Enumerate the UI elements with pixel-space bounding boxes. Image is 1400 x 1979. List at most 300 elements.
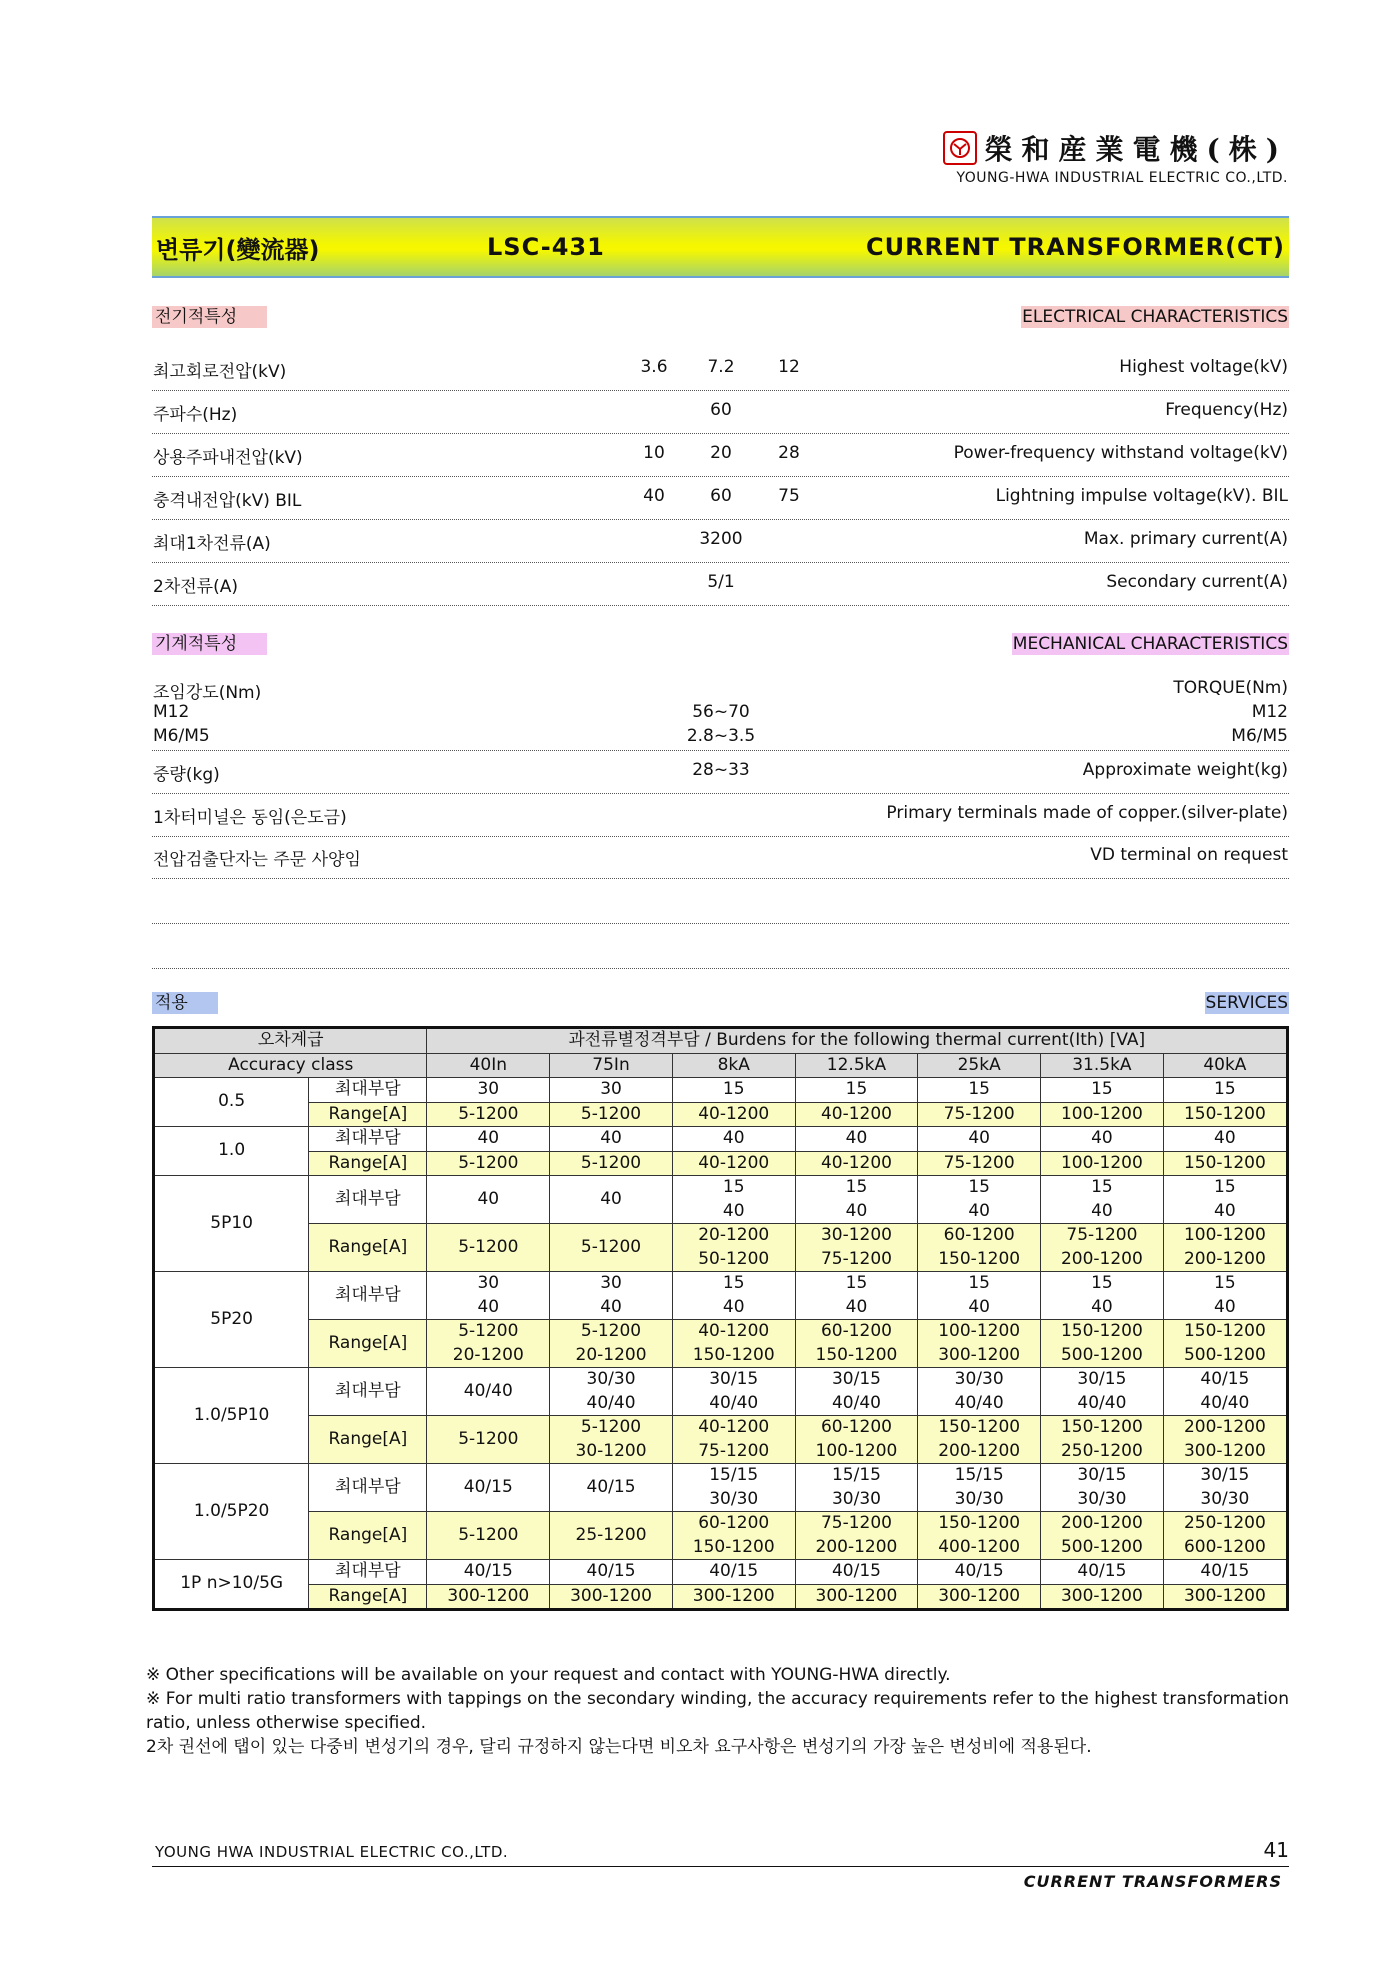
burden-value-cell (427, 1272, 550, 1320)
range-value-cell: 300-1200 (672, 1584, 795, 1610)
burden-value-cell (918, 1176, 1041, 1224)
burden-value-cell (427, 1464, 550, 1512)
cell-line: 15 (1091, 1273, 1113, 1293)
company-logo-block (943, 128, 1289, 186)
cell-line: 40-1200 (698, 1321, 770, 1341)
burden-value-cell: 40/15 (918, 1560, 1041, 1585)
accuracy-class-header-english: Accuracy class (154, 1053, 427, 1078)
cell-line: 5-1200 (580, 1236, 642, 1257)
thermal-current-column-header: 8kA (672, 1053, 795, 1078)
accuracy-class-cell: 1.0/5P10 (154, 1368, 309, 1464)
range-value-cell (1163, 1224, 1287, 1272)
burden-value-cell (1163, 1176, 1287, 1224)
cell-line: 200-1200 (815, 1536, 898, 1557)
cell-line: 40 (1214, 1296, 1236, 1317)
cell-line: 150-1200 (692, 1344, 775, 1365)
range-value-cell (672, 1320, 795, 1368)
spec-label-english: Highest voltage(kV) (1119, 357, 1288, 377)
burden-label: 최대부담 (309, 1464, 427, 1512)
cell-line: 40 (845, 1200, 868, 1221)
spec-label-english: Max. primary current(A) (1083, 529, 1288, 549)
cell-line: 400-1200 (938, 1536, 1021, 1557)
burden-value-cell (1041, 1272, 1164, 1320)
burden-label: 최대부담 (309, 1127, 427, 1152)
burden-value-cell: 15 (918, 1078, 1041, 1103)
burden-value-cell (1041, 1464, 1164, 1512)
burden-value-cell (795, 1464, 918, 1512)
burden-value-cell (918, 1272, 1041, 1320)
cell-line: 15 (1091, 1177, 1113, 1197)
range-value-cell (672, 1512, 795, 1560)
cell-line: 30/30 (954, 1369, 1004, 1389)
range-label: Range[A] (309, 1512, 427, 1560)
company-name-english: YOUNG-HWA INDUSTRIAL ELECTRIC CO.,LTD. (956, 170, 1288, 186)
spec-label-korean: 중량(kg) (153, 765, 220, 785)
cell-line: 5-1200 (580, 1321, 642, 1341)
range-value-cell (1041, 1416, 1164, 1464)
cell-line: 15 (722, 1273, 745, 1293)
cell-line: 75-1200 (820, 1248, 892, 1269)
burden-value-cell: 30 (427, 1078, 550, 1103)
cell-line: 30/15 (709, 1369, 759, 1389)
range-value-cell: 75-1200 (918, 1151, 1041, 1176)
cell-line: 30-1200 (820, 1225, 892, 1245)
cell-line: 15/15 (954, 1465, 1004, 1485)
burden-value-cell: 40 (795, 1127, 918, 1152)
spec-row-secondary-current (152, 572, 1289, 606)
cell-line: 300-1200 (938, 1344, 1021, 1365)
cell-line: 40/40 (709, 1392, 759, 1413)
burden-value-cell (1041, 1176, 1164, 1224)
burden-value-cell (1041, 1368, 1164, 1416)
cell-line: 5-1200 (458, 1236, 519, 1257)
range-value-cell: 100-1200 (1041, 1151, 1164, 1176)
cell-line: 40 (600, 1188, 622, 1209)
range-value-cell: 5-1200 (427, 1151, 550, 1176)
table-row-burden (154, 1272, 1288, 1320)
cell-line: 5-1200 (458, 1524, 519, 1545)
spec-value: 60 (710, 486, 732, 506)
spec-label-korean: 주파수(Hz) (153, 405, 238, 425)
range-label: Range[A] (309, 1320, 427, 1368)
cell-line: 15 (1214, 1177, 1236, 1197)
burden-value-cell: 40 (1163, 1127, 1287, 1152)
burden-value-cell: 40 (1041, 1127, 1164, 1152)
cell-line: 60-1200 (698, 1513, 770, 1533)
burden-value-cell: 15 (795, 1078, 918, 1103)
range-value-cell (918, 1320, 1041, 1368)
mechanical-section-header (152, 633, 1289, 657)
range-value-cell (1163, 1320, 1287, 1368)
burden-value-cell: 15 (1041, 1078, 1164, 1103)
cell-line: 40 (1091, 1200, 1113, 1221)
cell-line: 40 (600, 1296, 622, 1317)
burden-label: 최대부담 (309, 1176, 427, 1224)
burden-value-cell: 40 (672, 1127, 795, 1152)
torque-bolt-label: M6/M5 (153, 726, 210, 746)
range-value-cell (550, 1512, 673, 1560)
section-title-english: SERVICES (1205, 993, 1288, 1013)
cell-line: 15/15 (709, 1465, 759, 1485)
accuracy-class-cell: 1.0/5P20 (154, 1464, 309, 1560)
burden-value-cell: 40 (427, 1127, 550, 1152)
thermal-current-column-header: 31.5kA (1041, 1053, 1164, 1078)
cell-line: 15 (845, 1273, 868, 1293)
range-value-cell (550, 1320, 673, 1368)
range-label: Range[A] (309, 1151, 427, 1176)
spec-value: 2.8~3.5 (686, 726, 756, 746)
cell-line: 40/40 (831, 1392, 881, 1413)
range-value-cell (795, 1224, 918, 1272)
burden-value-cell (427, 1176, 550, 1224)
spec-row-torque (152, 678, 1289, 751)
range-value-cell: 75-1200 (918, 1102, 1041, 1127)
page-number: 41 (1263, 1838, 1289, 1862)
spec-value: 3200 (699, 529, 743, 549)
spec-label-korean: 1차터미널은 동임(은도금) (153, 808, 347, 828)
cell-line: 200-1200 (1060, 1513, 1143, 1533)
cell-line: 60-1200 (943, 1225, 1015, 1245)
services-section-header (152, 992, 1289, 1016)
burden-value-cell (550, 1464, 673, 1512)
thermal-current-column-header: 25kA (918, 1053, 1041, 1078)
cell-line: 250-1200 (1183, 1513, 1266, 1533)
range-label: Range[A] (309, 1224, 427, 1272)
spec-value: 75 (778, 486, 800, 506)
spec-value: 56~70 (692, 702, 750, 722)
burden-value-cell (427, 1368, 550, 1416)
burden-value-cell (550, 1176, 673, 1224)
thermal-current-column-header: 75In (550, 1053, 673, 1078)
title-english: CURRENT TRANSFORMER(CT) (865, 233, 1285, 261)
range-value-cell: 300-1200 (427, 1584, 550, 1610)
spec-label-korean: 전압검출단자는 주문 사양임 (153, 850, 361, 870)
cell-line: 50-1200 (698, 1248, 770, 1269)
spec-row-highest-voltage (152, 357, 1289, 391)
spec-label-korean: 충격내전압(kV) BIL (153, 491, 302, 511)
cell-line: 30/30 (709, 1488, 759, 1509)
spec-row-frequency (152, 400, 1289, 434)
table-row-burden (154, 1127, 1288, 1152)
accuracy-class-cell: 1P n>10/5G (154, 1560, 309, 1610)
cell-line: 20-1200 (575, 1344, 647, 1365)
spec-row-vd-terminal (152, 845, 1289, 879)
burden-header: 과전류별정격부담 / Burdens for the following thermal current(Ith) [VA] (427, 1028, 1288, 1054)
cell-line: 150-1200 (815, 1344, 898, 1365)
title-korean: 변류기(變流器) (156, 235, 320, 264)
section-title-korean: 전기적특성 (152, 306, 267, 328)
spec-value: 28~33 (692, 760, 750, 780)
range-value-cell (672, 1416, 795, 1464)
range-label: Range[A] (309, 1584, 427, 1610)
cell-line: 150-1200 (1060, 1417, 1143, 1437)
cell-line: 60-1200 (820, 1417, 892, 1437)
cell-line: 40/40 (1077, 1392, 1127, 1413)
range-value-cell (795, 1320, 918, 1368)
range-value-cell: 5-1200 (427, 1102, 550, 1127)
spec-label-korean: 최고회로전압(kV) (153, 362, 287, 382)
cell-line: 40 (845, 1296, 868, 1317)
cell-line: 15 (845, 1177, 868, 1197)
burden-value-cell: 30 (550, 1078, 673, 1103)
range-value-cell (918, 1416, 1041, 1464)
burden-value-cell: 40/15 (427, 1560, 550, 1585)
cell-line: 40/15 (586, 1476, 636, 1497)
burden-value-cell: 15 (1163, 1078, 1287, 1103)
range-value-cell (1163, 1416, 1287, 1464)
cell-line: 150-1200 (938, 1417, 1021, 1437)
model-number: LSC-431 (487, 233, 605, 261)
note-line: 2차 권선에 탭이 있는 다중비 변성기의 경우, 달리 규정하지 않는다면 비오차 요구사항은 변성기의 가장 높은 변성비에 적용된다. (146, 1737, 1092, 1757)
electrical-section-header (152, 306, 1289, 330)
table-row-range (154, 1512, 1288, 1560)
accuracy-class-cell: 5P10 (154, 1176, 309, 1272)
cell-line: 25-1200 (575, 1524, 647, 1545)
burden-label: 최대부담 (309, 1560, 427, 1585)
range-value-cell (427, 1512, 550, 1560)
range-value-cell: 5-1200 (550, 1151, 673, 1176)
cell-line: 200-1200 (1183, 1248, 1266, 1269)
range-value-cell: 150-1200 (1163, 1151, 1287, 1176)
cell-line: 100-1200 (815, 1440, 898, 1461)
spec-value: 40 (643, 486, 665, 506)
range-value-cell (1041, 1224, 1164, 1272)
spec-label-english: Secondary current(A) (1106, 572, 1288, 592)
cell-line: 5-1200 (580, 1417, 642, 1437)
cell-line: 30/30 (1200, 1488, 1250, 1509)
range-value-cell (427, 1224, 550, 1272)
range-value-cell (795, 1416, 918, 1464)
spec-value: 3.6 (640, 357, 668, 377)
spec-row-terminal (152, 803, 1289, 837)
cell-line: 75-1200 (820, 1513, 892, 1533)
cell-line: 40 (477, 1296, 500, 1317)
cell-line: 30/15 (1077, 1369, 1127, 1389)
table-header-row (154, 1053, 1288, 1078)
cell-line: 15 (968, 1273, 990, 1293)
spec-row-impulse-voltage (152, 486, 1289, 520)
cell-line: 40-1200 (698, 1417, 770, 1437)
spec-row-empty (152, 935, 1289, 969)
cell-line: 40 (1214, 1200, 1236, 1221)
range-label: Range[A] (309, 1102, 427, 1127)
cell-line: 200-1200 (938, 1440, 1021, 1461)
services-table (152, 1026, 1289, 1611)
thermal-current-column-header: 40kA (1163, 1053, 1287, 1078)
table-row-range (154, 1320, 1288, 1368)
burden-value-cell (1163, 1464, 1287, 1512)
cell-line: 30/30 (831, 1488, 881, 1509)
section-title-korean: 적용 (152, 992, 218, 1014)
cell-line: 15 (968, 1177, 990, 1197)
company-logo-icon (943, 131, 977, 165)
accuracy-class-cell: 1.0 (154, 1127, 309, 1176)
range-value-cell: 40-1200 (672, 1151, 795, 1176)
burden-value-cell (672, 1176, 795, 1224)
spec-label-english: Lightning impulse voltage(kV). BIL (995, 486, 1288, 506)
range-value-cell: 300-1200 (1163, 1584, 1287, 1610)
spec-value: 60 (710, 400, 732, 420)
cell-line: 30/30 (954, 1488, 1004, 1509)
range-value-cell: 300-1200 (795, 1584, 918, 1610)
range-value-cell (550, 1416, 673, 1464)
range-label: Range[A] (309, 1416, 427, 1464)
burden-value-cell: 40/15 (672, 1560, 795, 1585)
spec-value: 12 (778, 357, 800, 377)
cell-line: 100-1200 (1183, 1225, 1266, 1245)
burden-value-cell (672, 1272, 795, 1320)
spec-label-english: VD terminal on request (1090, 845, 1288, 865)
burden-value-cell (795, 1368, 918, 1416)
cell-line: 30/30 (1077, 1488, 1127, 1509)
burden-value-cell (672, 1464, 795, 1512)
range-value-cell: 40-1200 (795, 1102, 918, 1127)
cell-line: 30/15 (1200, 1465, 1250, 1485)
cell-line: 200-1200 (1183, 1417, 1266, 1437)
cell-line: 40 (968, 1200, 990, 1221)
range-value-cell (672, 1224, 795, 1272)
burden-value-cell: 15 (672, 1078, 795, 1103)
range-value-cell: 40-1200 (672, 1102, 795, 1127)
range-value-cell (1041, 1512, 1164, 1560)
cell-line: 40/40 (463, 1380, 513, 1401)
torque-bolt-label: M12 (1251, 702, 1288, 722)
table-row-range (154, 1151, 1288, 1176)
cell-line: 40 (968, 1296, 990, 1317)
burden-value-cell: 40/15 (550, 1560, 673, 1585)
cell-line: 5-1200 (458, 1428, 519, 1449)
burden-value-cell (550, 1272, 673, 1320)
burden-value-cell (1163, 1368, 1287, 1416)
range-value-cell: 5-1200 (550, 1102, 673, 1127)
cell-line: 40 (722, 1296, 745, 1317)
spec-value: 10 (643, 443, 665, 463)
table-row-range (154, 1102, 1288, 1127)
cell-line: 150-1200 (938, 1513, 1021, 1533)
cell-line: 150-1200 (1183, 1321, 1266, 1341)
range-value-cell (427, 1416, 550, 1464)
range-value-cell (918, 1512, 1041, 1560)
cell-line: 150-1200 (1060, 1321, 1143, 1341)
burden-value-cell (918, 1464, 1041, 1512)
cell-line: 30/30 (586, 1369, 636, 1389)
cell-line: 40/40 (954, 1392, 1004, 1413)
cell-line: 20-1200 (698, 1225, 770, 1245)
spec-row-max-primary-current (152, 529, 1289, 563)
spec-label-korean: 조임강도(Nm) (153, 683, 262, 703)
company-name-hanja: 榮和産業電機(株) (984, 133, 1288, 166)
range-value-cell: 300-1200 (1041, 1584, 1164, 1610)
range-value-cell: 150-1200 (1163, 1102, 1287, 1127)
table-row-burden (154, 1368, 1288, 1416)
burden-label: 최대부담 (309, 1272, 427, 1320)
section-title-korean: 기계적특성 (152, 633, 267, 655)
spec-row-empty (152, 890, 1289, 924)
burden-value-cell (795, 1272, 918, 1320)
burden-value-cell (672, 1368, 795, 1416)
range-value-cell: 300-1200 (550, 1584, 673, 1610)
accuracy-class-header-korean: 오차계급 (154, 1028, 427, 1054)
cell-line: 40 (722, 1200, 745, 1221)
torque-bolt-label: M6/M5 (1231, 726, 1288, 746)
cell-line: 40/40 (1200, 1392, 1250, 1413)
cell-line: 250-1200 (1060, 1440, 1143, 1461)
footer-company: YOUNG HWA INDUSTRIAL ELECTRIC CO.,LTD. (155, 1843, 509, 1861)
cell-line: 30 (600, 1273, 622, 1293)
range-value-cell: 300-1200 (918, 1584, 1041, 1610)
burden-label: 최대부담 (309, 1368, 427, 1416)
cell-line: 15 (722, 1177, 745, 1197)
range-value-cell (427, 1320, 550, 1368)
cell-line: 40/15 (1200, 1369, 1250, 1389)
range-value-cell (1041, 1320, 1164, 1368)
range-value-cell: 100-1200 (1041, 1102, 1164, 1127)
note-line: ※ For multi ratio transformers with tappings on the secondary winding, the accuracy requirements refer to the highest transformation ratio, unless otherwise specified. (146, 1689, 1289, 1733)
table-row-burden (154, 1560, 1288, 1585)
cell-line: 75-1200 (1066, 1225, 1138, 1245)
footer-section-tag: CURRENT TRANSFORMERS (1023, 1872, 1282, 1891)
section-title-english: MECHANICAL CHARACTERISTICS (1012, 634, 1288, 654)
table-row-range (154, 1224, 1288, 1272)
cell-line: 600-1200 (1183, 1536, 1266, 1557)
accuracy-class-cell: 0.5 (154, 1078, 309, 1127)
burden-value-cell: 40/15 (1163, 1560, 1287, 1585)
cell-line: 300-1200 (1183, 1440, 1266, 1461)
spec-row-weight (152, 760, 1289, 794)
cell-line: 20-1200 (452, 1344, 524, 1365)
cell-line: 200-1200 (1060, 1248, 1143, 1269)
table-row-burden (154, 1078, 1288, 1103)
cell-line: 30/15 (1077, 1465, 1127, 1485)
burden-value-cell (1163, 1272, 1287, 1320)
spec-label-korean: 최대1차전류(A) (153, 534, 271, 554)
cell-line: 150-1200 (938, 1248, 1021, 1269)
table-row-range (154, 1416, 1288, 1464)
torque-bolt-label: M12 (153, 702, 190, 722)
spec-label-english: Primary terminals made of copper.(silver-plate) (886, 803, 1288, 823)
thermal-current-column-header: 12.5kA (795, 1053, 918, 1078)
spec-label-english: TORQUE(Nm) (1173, 678, 1288, 698)
cell-line: 30/15 (831, 1369, 881, 1389)
cell-line: 5-1200 (458, 1321, 519, 1341)
cell-line: 15/15 (831, 1465, 881, 1485)
cell-line: 30-1200 (575, 1440, 647, 1461)
spec-label-korean: 2차전류(A) (153, 577, 238, 597)
spec-value: 28 (778, 443, 800, 463)
spec-row-withstand-voltage (152, 443, 1289, 477)
cell-line: 40/40 (586, 1392, 636, 1413)
thermal-current-column-header: 40In (427, 1053, 550, 1078)
cell-line: 150-1200 (692, 1536, 775, 1557)
spec-label-english: Frequency(Hz) (1165, 400, 1288, 420)
cell-line: 100-1200 (938, 1321, 1021, 1341)
spec-value: 5/1 (707, 572, 735, 592)
cell-line: 500-1200 (1060, 1536, 1143, 1557)
spec-label-english: Power-frequency withstand voltage(kV) (953, 443, 1288, 463)
spec-value: 20 (710, 443, 732, 463)
range-value-cell (1163, 1512, 1287, 1560)
section-title-english: ELECTRICAL CHARACTERISTICS (1022, 307, 1288, 327)
cell-line: 500-1200 (1060, 1344, 1143, 1365)
table-row-burden (154, 1176, 1288, 1224)
cell-line: 15 (1214, 1273, 1236, 1293)
spec-value: 7.2 (707, 357, 735, 377)
cell-line: 30 (477, 1273, 500, 1293)
burden-value-cell: 40 (550, 1127, 673, 1152)
title-bar (152, 216, 1289, 278)
burden-value-cell: 40/15 (1041, 1560, 1164, 1585)
burden-value-cell (918, 1368, 1041, 1416)
